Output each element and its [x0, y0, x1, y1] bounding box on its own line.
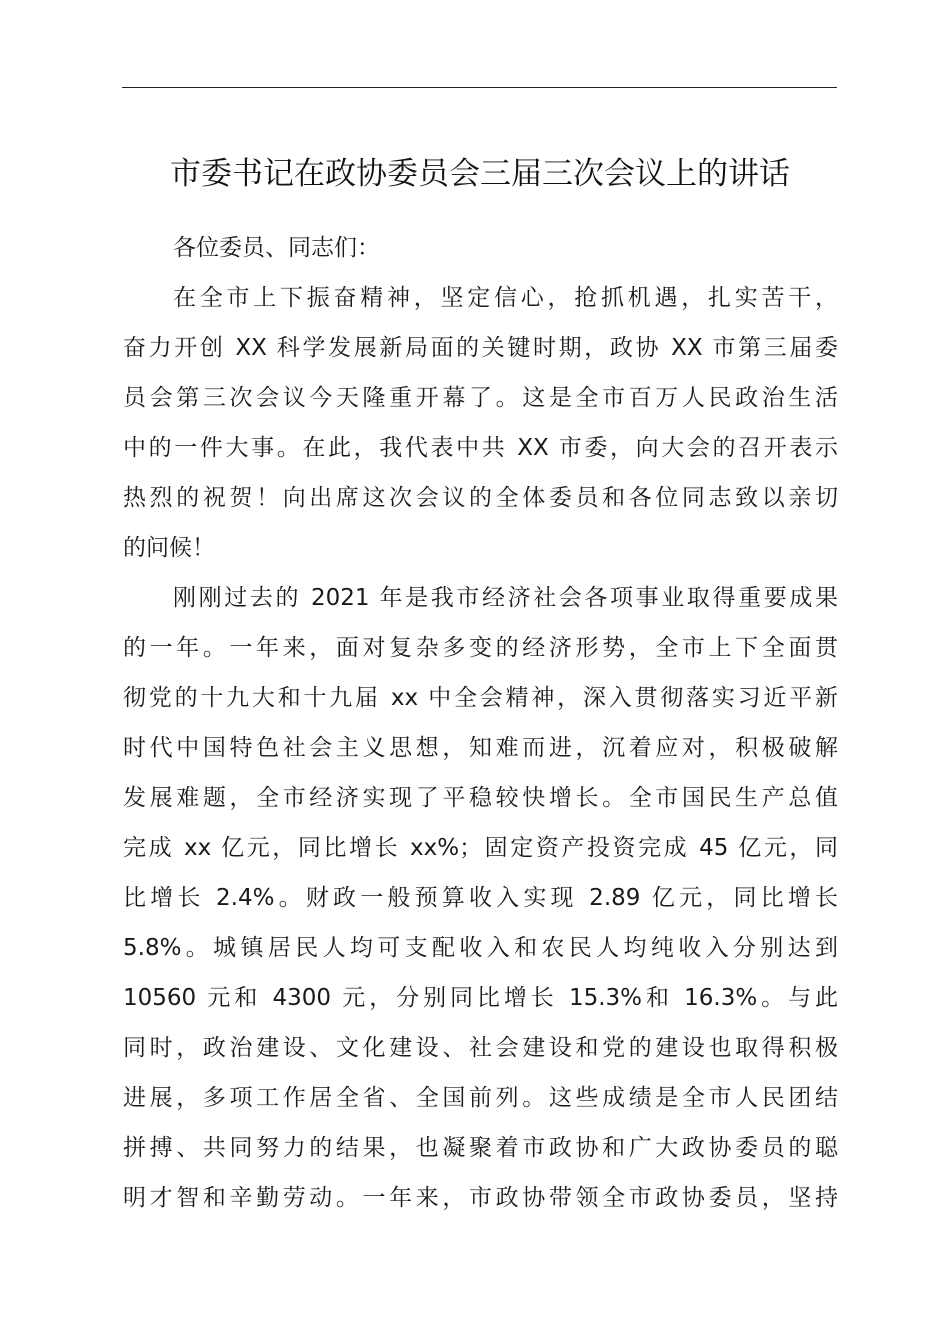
paragraph-line: 彻党的十九大和十九届 xx 中全会精神，深入贯彻落实习近平新	[123, 685, 838, 711]
paragraph-line: 员会第三次会议今天隆重开幕了。这是全市百万人民政治生活	[123, 385, 838, 411]
paragraph-1	[123, 273, 838, 573]
paragraph-line: 完成 xx 亿元，同比增长 xx%；固定资产投资完成 45 亿元，同	[123, 835, 838, 861]
paragraph-line: 10560 元和 4300 元，分别同比增长 15.3%和 16.3%。与此	[123, 985, 838, 1011]
salutation: 各位委员、同志们：	[173, 235, 380, 261]
paragraph-line: 的一年。一年来，面对复杂多变的经济形势，全市上下全面贯	[123, 635, 838, 661]
paragraph-line: 比增长 2.4%。财政一般预算收入实现 2.89 亿元，同比增长	[123, 885, 838, 911]
paragraph-line: 的问候！	[123, 535, 215, 561]
document-body	[123, 223, 838, 1223]
paragraph-line: 5.8%。城镇居民人均可支配收入和农民人均纯收入分别达到	[123, 935, 838, 961]
paragraph-line: 在全市上下振奋精神，坚定信心，抢抓机遇，扎实苦干，	[173, 285, 838, 311]
paragraph-line: 奋力开创 XX 科学发展新局面的关键时期，政协 XX 市第三届委	[123, 335, 838, 361]
paragraph-2	[123, 573, 838, 1223]
paragraph-line: 同时，政治建设、文化建设、社会建设和党的建设也取得积极	[123, 1035, 838, 1061]
paragraph-line: 时代中国特色社会主义思想，知难而进，沉着应对，积极破解	[123, 735, 838, 761]
paragraph-line: 刚刚过去的 2021 年是我市经济社会各项事业取得重要成果	[173, 585, 838, 611]
paragraph-line: 发展难题，全市经济实现了平稳较快增长。全市国民生产总值	[123, 785, 838, 811]
paragraph-line: 明才智和辛勤劳动。一年来，市政协带领全市政协委员，坚持	[123, 1185, 838, 1211]
paragraph-line: 进展，多项工作居全省、全国前列。这些成绩是全市人民团结	[123, 1085, 838, 1111]
paragraph-line: 热烈的祝贺！向出席这次会议的全体委员和各位同志致以亲切	[123, 485, 838, 511]
header-rule	[122, 87, 837, 88]
paragraph-line: 中的一件大事。在此，我代表中共 XX 市委，向大会的召开表示	[123, 435, 838, 461]
paragraph-line: 拼搏、共同努力的结果，也凝聚着市政协和广大政协委员的聪	[123, 1135, 838, 1161]
document-title: 市委书记在政协委员会三届三次会议上的讲话	[170, 156, 790, 192]
